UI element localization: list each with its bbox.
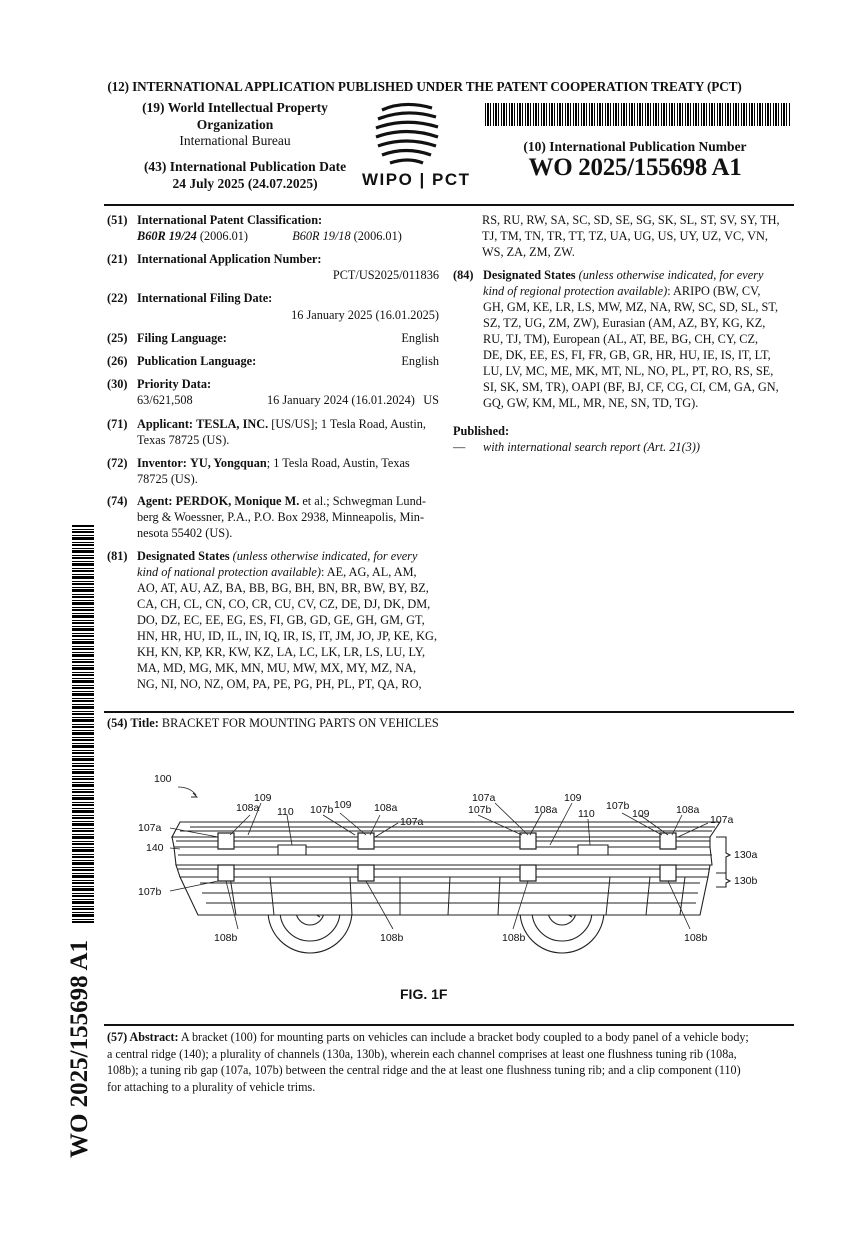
treaty-heading: (12) INTERNATIONAL APPLICATION PUBLISHED UNDER THE PATENT COOPERATION TREATY (PCT) [107,79,742,94]
abstract: (57) Abstract: A bracket (100) for mounting parts on vehicles can include a bracket body coupled to a body panel of a vehicle body; a central ridge (140); a plurality of channels (130a, 130b), wherein each channel comprises at least one flushness tuning rib (108a, 108b); a tuning rib gap (107a, 107b) between the central ridge and the at least one flushness tuning rib; and a clip component (110) for attaching to a plurality of vehicle trims. [107,1030,749,1094]
org-code: (19) [142,100,165,115]
label-107a: 107a [138,822,162,834]
label-108a: 108a [676,804,700,816]
label-130b: 130b [734,875,758,887]
title: (54) Title: BRACKET FOR MOUNTING PARTS ON VEHICLES [107,716,439,730]
publication-number: WO 2025/155698 A1 [528,154,742,181]
field-81-continued: RS, RU, RW, SA, SC, SD, SE, SG, SK, SL, ST, SV, SY, TH, TJ, TM, TN, TR, TT, TZ, UA, UG, US, UY, UZ, VC, VN, WS, ZA, ZM, ZW. [482,213,780,259]
publication-number-label: (10) International Publication Number [523,139,747,154]
wipo-globe-logo [368,100,458,170]
label-108a: 108a [236,802,260,814]
label-107b: 107b [606,800,630,812]
figure-caption: FIG. 1F [400,986,448,1002]
bracket-drawing [130,765,780,1000]
label-107a: 107a [710,814,734,826]
wipo-pct-logo-text: WIPO | PCT [362,170,471,189]
top-barcode [485,103,790,126]
publication-date-value: 24 July 2025 (24.07.2025) [172,176,318,191]
org-name-line1: World Intellectual Property [167,100,328,115]
label-140: 140 [146,842,164,854]
published-section: Published: — with international search report (Art. 21(3)) [453,424,700,454]
label-110: 110 [578,808,595,820]
label-109: 109 [564,792,582,804]
abstract-rule [104,1024,794,1026]
label-108b: 108b [502,932,526,944]
label-108b: 108b [380,932,404,944]
label-108a: 108a [534,804,558,816]
label-100: 100 [154,773,172,785]
designated-states-list: AO, AT, AU, AZ, BA, BB, BG, BH, BN, BR, BW, BY, BZ, CA, CH, CL, CN, CO, CR, CU, CV, CZ, DE, DJ, DK, DM, DO, DZ, EC, EE, EG, ES, FI, GB, GD, GE, GH, GM, GT, HN, HR, HU, ID, IL, IN, IQ, IR, IS, IT, JM, JO, JP, KE, KG, KH, KN, KP, KR, KW, KZ, LA, LC, LK, LR, LS, LU, LY, MA, MD, MG, MK, MN, MU, MW, MX, MY, MZ, NA, NG, NI, NO, NZ, OM, PA, PE, PG, PH, PL, PT, QA, RO, [137,581,438,691]
title-rule [104,711,794,713]
label-130a: 130a [734,849,758,861]
label-110: 110 [277,806,294,818]
side-publication-number: WO 2025/155698 A1 [66,939,93,1159]
label-108b: 108b [684,932,708,944]
label-109: 109 [334,799,352,811]
label-107a: 107a [472,792,496,804]
label-107a: 107a [400,816,424,828]
regional-states-list: GH, GM, KE, LR, LS, MW, MZ, NA, RW, SC, SD, SL, ST, SZ, TZ, UG, ZM, ZW), Eurasian (AM, AZ, BY, KG, KZ, RU, TJ, TM), European (AL, AT, BE, BG, CH, CY, CZ, DE, DK, EE, ES, FI, FR, GB, GR, HR, HU, IE, IS, IT, LT, LU, LV, MC, ME, MK, MT, NL, NO, PL, PT, RO, RS, SE, SI, SK, SM, TR), OAPI (BF, BJ, CF, CG, CI, CM, GA, GN, GQ, GW, KM, ML, MR, NE, SN, TD, TG). [483,300,779,410]
publication-date-label: (43) International Publication Date [143,159,347,174]
org-name-line2: Organization [196,117,274,132]
header-rule [104,204,794,206]
org-name [105,99,365,133]
label-107b: 107b [138,886,162,898]
label-108a: 108a [374,802,398,814]
org-sub: International Bureau [179,133,291,148]
label-109: 109 [632,808,650,820]
label-107b: 107b [310,804,334,816]
label-107b: 107b [468,804,492,816]
label-109: 109 [254,792,272,804]
label-108b: 108b [214,932,238,944]
